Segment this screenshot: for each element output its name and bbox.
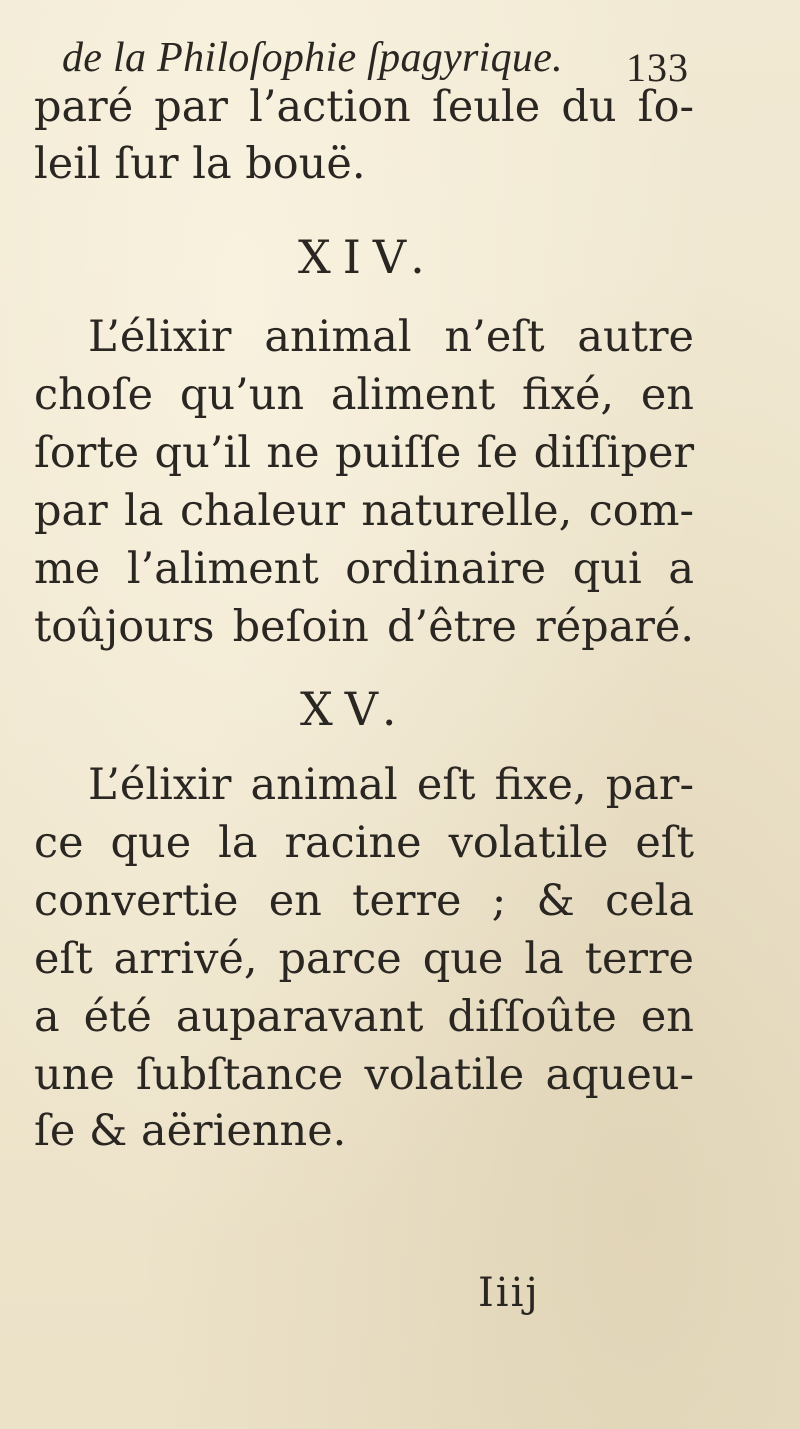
section-number-xv: XV. (300, 682, 409, 736)
text-line: L’élixir animal eſt fixe, par- (88, 760, 694, 810)
text-line: L’élixir animal n’eſt autre (88, 312, 694, 362)
section-number-xiv: XIV. (298, 230, 437, 284)
text-line: une ſubſtance volatile aqueu- (34, 1050, 694, 1100)
text-line: par la chaleur naturelle, com- (34, 486, 694, 536)
text-line: ſorte qu’il ne puiſſe ſe diſſiper (34, 428, 694, 478)
signature-mark: Iiij (478, 1270, 540, 1316)
text-line: toûjours beſoin d’être réparé. (34, 602, 694, 652)
text-line: choſe qu’un aliment fixé, en (34, 370, 694, 420)
text-line: me l’aliment ordinaire qui a (34, 544, 694, 594)
text-line: ſe & aërienne. (34, 1106, 347, 1156)
text-line: a été auparavant diſſoûte en (34, 992, 694, 1042)
text-line: eſt arrivé, parce que la terre (34, 934, 694, 984)
text-line: convertie en terre ; & cela (34, 876, 694, 926)
page-number: 133 (626, 45, 689, 90)
text-line: paré par l’action ſeule du ſo- (34, 82, 694, 132)
running-head-title: de la Philoſophie ſpagyrique. (62, 35, 563, 81)
text-line: ce que la racine volatile eſt (34, 818, 694, 868)
text-line: leil ſur la bouë. (34, 139, 366, 189)
